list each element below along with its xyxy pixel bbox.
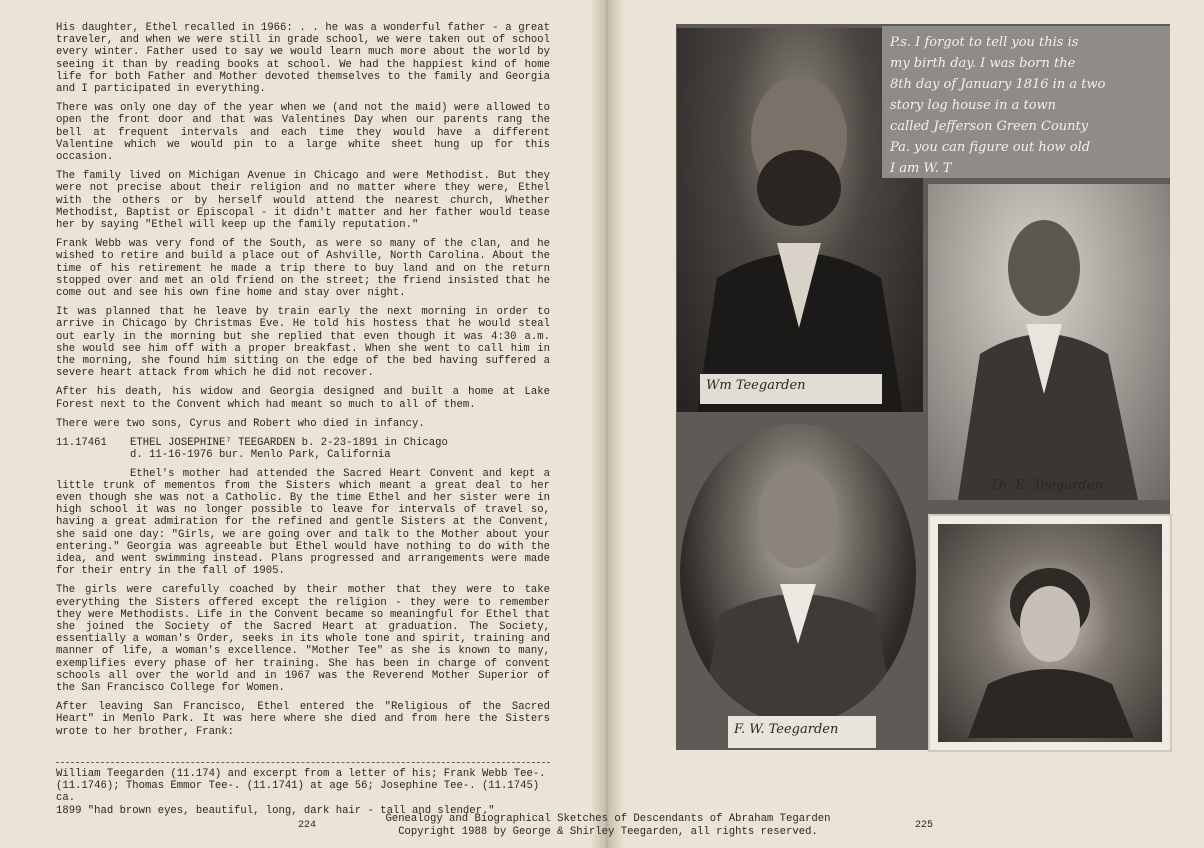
- note-line: 8th day of January 1816 in a two: [890, 77, 1106, 92]
- signature-frank: F. W. Teegarden: [728, 716, 876, 748]
- photo-caption-footnote: [56, 768, 550, 817]
- note-line: P.s. I forgot to tell you this is: [890, 35, 1079, 50]
- handwritten-note: [882, 26, 1170, 178]
- paragraph: Frank Webb was very fond of the South, as were so many of the clan, and he wished to retire and build a place out of Ashville, North Carolina. About the time of his retirement he made a trip there to buy land and on the return stopped over and met an old friend on the street; the friend insisted that he come out and see his own fine home and stay over night.: [56, 238, 550, 300]
- paragraph: There was only one day of the year when we (and not the maid) were allowed to open the front door and that was Valentines Day when our parents rang the bell at frequent intervals and each time they would have a different Valentine which we would pin to a large white sheet hung up for this occasion.: [56, 102, 550, 164]
- portrait-frank: [680, 424, 916, 724]
- signature-william: Wm Teegarden: [700, 374, 882, 404]
- paragraph: Ethel's mother had attended the Sacred Heart Convent and kept a little trunk of mementos from the Sisters which meant a great deal to her even though she was not a Catholic. By the time Ethel and her sister were in high school it was no longer possible to leave for intervals of travel so, having a great admiration for the refined and gentle Sisters at the Convent, she said one day: "Girls, we are going over and talk to the Mother about your entering." Georgia was agreeable but Ethel would have nothing to do with the idea, and went swimming instead. Plans progressed and arrangements were made for their entry in the fall of 1905.: [56, 467, 550, 578]
- footnote-line: 1899 "had brown eyes, beautiful, long, dark hair - tall and slender.": [56, 804, 495, 817]
- note-line: my birth day. I was born the: [890, 56, 1076, 71]
- book-footer: [338, 813, 878, 839]
- note-line: story log house in a town: [890, 98, 1057, 113]
- paragraph: The family lived on Michigan Avenue in Chicago and were Methodist. But they were not precise about their religion and no matter where they were, Ethel with the others or by herself would attend the nearest church, Whether Methodist, Baptist or Episcopal - it didn't matter and her father would tease her by saying "Ethel will keep up the family reputation.": [56, 170, 550, 232]
- genealogy-entry: [56, 437, 550, 449]
- entry-number: 11.17461: [56, 437, 107, 450]
- page-number-right: 225: [915, 820, 934, 831]
- entry-line-2: d. 11-16-1976 bur. Menlo Park, California: [130, 449, 391, 462]
- paragraph: After his death, his widow and Georgia designed and built a home at Lake Forest next to the Convent which had meant so much to all of them.: [56, 386, 550, 411]
- left-page-text: [56, 22, 550, 745]
- note-line: called Jefferson Green County: [890, 119, 1089, 134]
- footnote-line: (11.1746); Thomas Emmor Tee-. (11.1741) at age 56; Josephine Tee-. (11.1745) ca.: [56, 780, 540, 805]
- paragraph: The girls were carefully coached by their mother that they were to take everything the Sisters offered except the religion - they were to remember they were Methodists. Life in the Convent became so meaningful for Ethel that she joined the Society of the Sacred Heart at graduation. The Society, essentially a woman's Order, seeks in its whole tone and spirit, training and manner of life, a woman's excellence. "Mother Tee" as she is known to many, exemplifies every phase of her training. She has been in charge of convent schools all over the world and in 1967 was the Reverend Mother Superior of the San Francisco College for Women.: [56, 584, 550, 694]
- signature-thomas: Th. E. Teegarden: [990, 478, 1103, 493]
- note-line: Pa. you can figure out how old: [890, 140, 1091, 155]
- note-line: I am W. T: [890, 161, 952, 176]
- portrait-figure: [938, 524, 1158, 738]
- page-number-left: 224: [298, 820, 317, 831]
- paragraph: There were two sons, Cyrus and Robert who died in infancy.: [56, 417, 425, 430]
- copyright-notice: Copyright 1988 by George & Shirley Teegarden, all rights reserved.: [398, 826, 818, 838]
- portrait-figure: [928, 184, 1170, 500]
- footnote-divider: [56, 762, 550, 763]
- portrait-thomas: [928, 184, 1170, 500]
- portrait-josephine: [928, 514, 1172, 752]
- paragraph: His daughter, Ethel recalled in 1966: . . he was a wonderful father - a great traveler, and when we were still in grade school, we were taken out of school every winter. Father used to say we would learn much more about the world by seeing it than by reading books at school. We had the happiest kind of home life for both Father and Mother devoted themselves to the family and Georgia and I participated in everything.: [56, 22, 550, 96]
- left-page: [0, 0, 600, 848]
- paragraph: After leaving San Francisco, Ethel entered the "Religious of the Sacred Heart" in Menlo Park. It was here where she died and from here the Sisters wrote to her brother, Frank:: [56, 701, 550, 738]
- portrait-figure: [680, 424, 916, 724]
- entry-line-1: ETHEL JOSEPHINE⁷ TEEGARDEN b. 2-23-1891 in Chicago: [130, 437, 448, 450]
- footnote-line: William Teegarden (11.174) and excerpt from a letter of his; Frank Webb Tee-.: [56, 768, 546, 780]
- portrait-josephine-image: [938, 524, 1162, 742]
- paragraph: It was planned that he leave by train early the next morning in order to arrive in Chicago by Christmas Eve. He told his hostess that he would steal out early in the morning but she replied that even though it was 4:30 a.m. she would see him off with a proper breakfast. When she went to call him in the morning, she found him sitting on the edge of the bed having suffered a severe heart attack from which he did not recover.: [56, 306, 550, 380]
- book-title: Genealogy and Biographical Sketches of Descendants of Abraham Tegarden: [385, 813, 831, 825]
